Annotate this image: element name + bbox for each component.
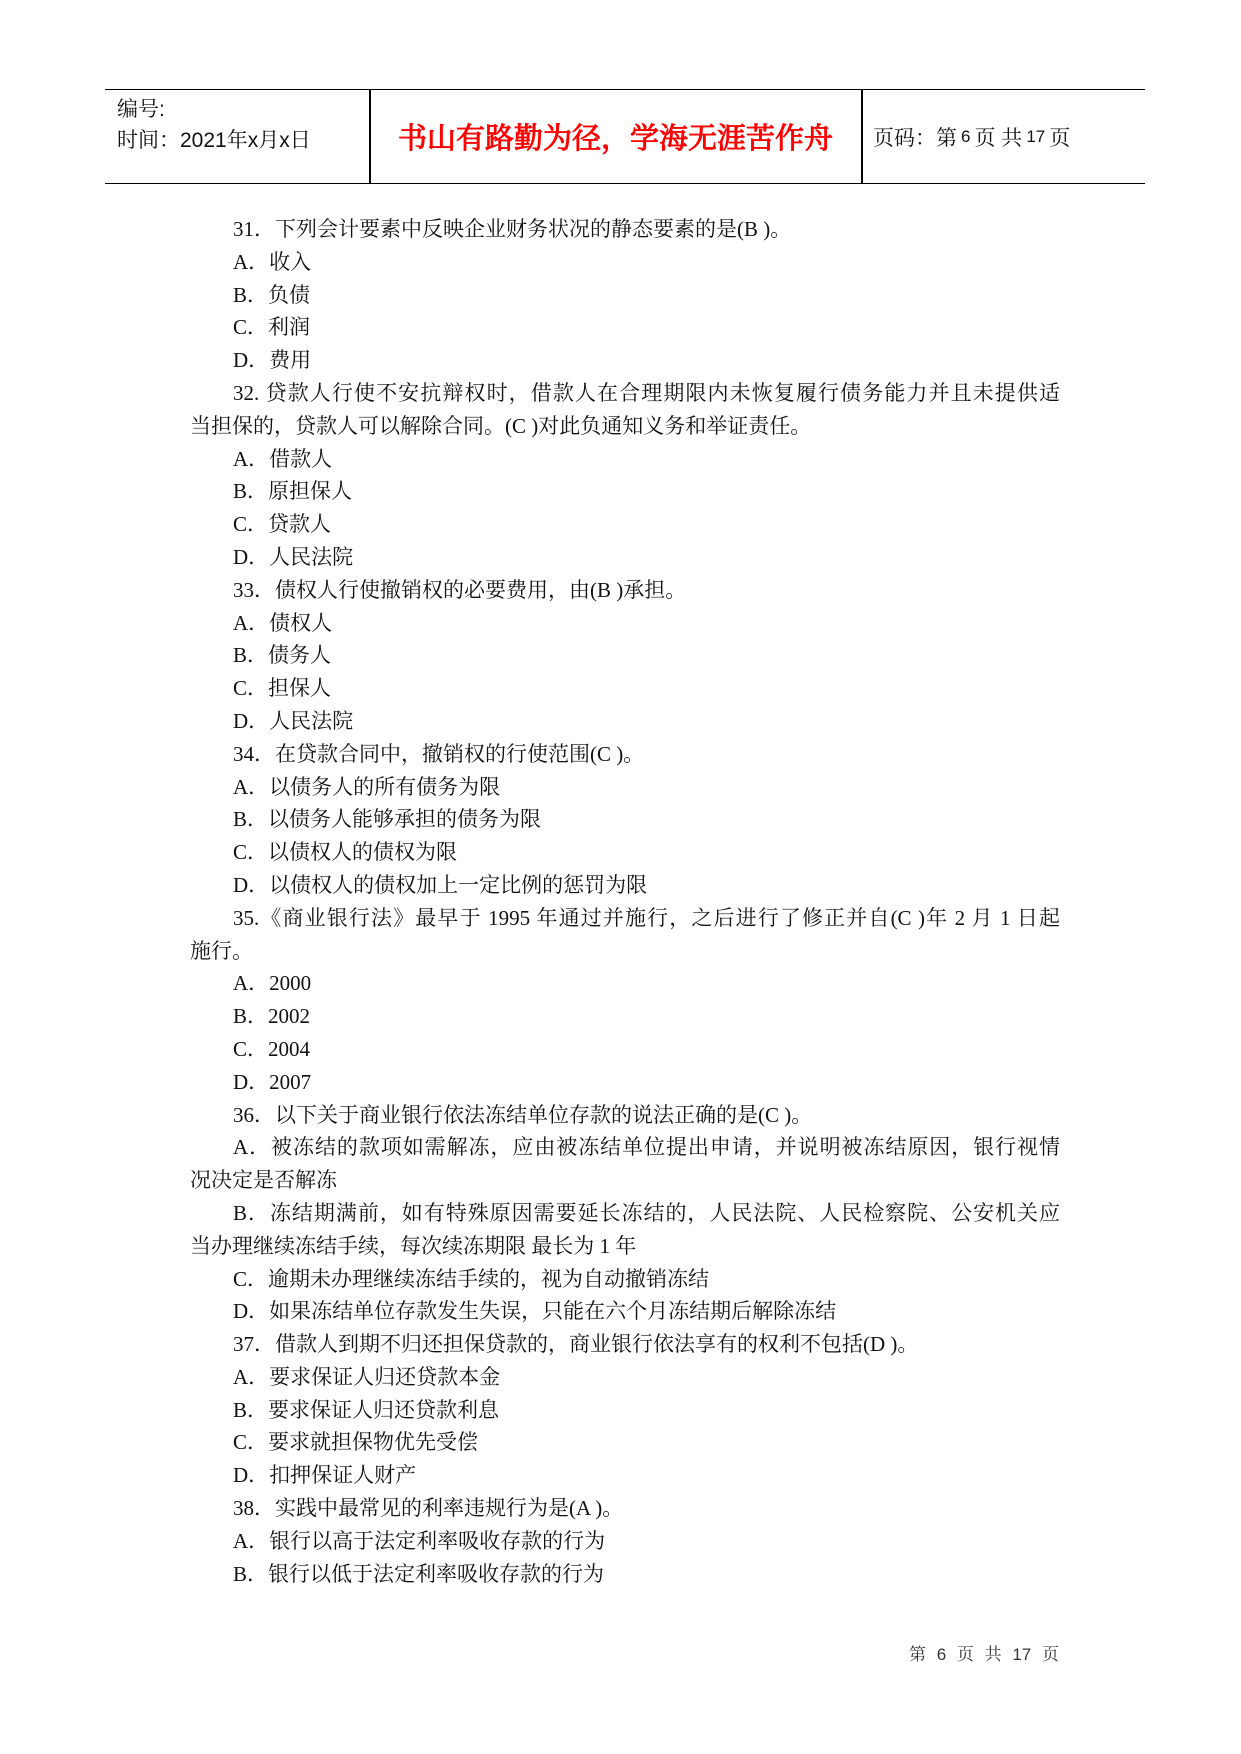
text-line: A．收入 [233, 249, 312, 274]
header-info [117, 94, 311, 156]
text-line: 32. 贷款人行使不安抗辩权时，借款人在合理期限内未恢复履行债务能力并且未提供适 [233, 380, 1060, 405]
header-motto: 书山有路勤为径，学海无涯苦作舟 [397, 123, 833, 155]
page-prefix: 页码：第 [873, 126, 957, 150]
text-line: D．人民法院 [233, 544, 354, 569]
text-line: D．人民法院 [233, 708, 354, 733]
text-line: B．冻结期满前，如有特殊原因需要延长冻结的，人民法院、人民检察院、公安机关应 [233, 1200, 1060, 1225]
text-line: 37．借款人到期不归还担保贷款的，商业银行依法享有的权利不包括(D )。 [233, 1332, 919, 1357]
number-label: 编号: [117, 98, 165, 121]
header-page-number [873, 90, 1070, 183]
text-line: A．债权人 [233, 610, 333, 635]
text-line: A．2000 [233, 971, 312, 996]
text-line: C．逾期未办理继续冻结手续的，视为自动撤销冻结 [233, 1266, 710, 1291]
text-line: 当办理继续冻结手续，每次续冻期限 最长为 1 年 [190, 1233, 637, 1258]
text-line: 施行。 [190, 938, 253, 963]
text-line: 34．在贷款合同中，撤销权的行使范围(C )。 [233, 741, 645, 766]
text-line: D．2007 [233, 1069, 312, 1094]
text-line: 35.《商业银行法》最早于 1995 年通过并施行，之后进行了修正并自(C )年 2 月 1 日起 [233, 905, 1060, 930]
page-header [105, 89, 1145, 184]
text-line: B．负债 [233, 282, 311, 307]
document-body [190, 213, 1060, 1590]
text-line: D．扣押保证人财产 [233, 1463, 417, 1488]
text-line: 38．实践中最常见的利率违规行为是(A )。 [233, 1496, 624, 1521]
text-line: 33．债权人行使撤销权的必要费用，由(B )承担。 [233, 577, 687, 602]
text-line: A．借款人 [233, 446, 333, 471]
text-line: 31．下列会计要素中反映企业财务状况的静态要素的是(B )。 [233, 217, 792, 241]
text-line: B．以债务人能够承担的债务为限 [233, 807, 542, 832]
page-current: 6 [961, 126, 971, 146]
text-line: C．利润 [233, 315, 311, 340]
text-line: 36．以下关于商业银行依法冻结单位存款的说法正确的是(C )。 [233, 1102, 813, 1127]
text-line: C．要求就担保物优先受偿 [233, 1430, 479, 1455]
page-footer: 第 6 页 共 17 页 [909, 1645, 1059, 1664]
page-total: 17 [1026, 126, 1046, 146]
text-line: A．银行以高于法定利率吸收存款的行为 [233, 1528, 606, 1553]
text-line: C．以债权人的债权为限 [233, 840, 458, 865]
text-line: B．要求保证人归还贷款利息 [233, 1397, 500, 1422]
text-line: A．被冻结的款项如需解冻，应由被冻结单位提出申请，并说明被冻结原因，银行视情 [233, 1135, 1060, 1160]
text-line: A．以债务人的所有债务为限 [233, 774, 501, 799]
text-line: D．费用 [233, 348, 312, 373]
page-mid: 页 共 [974, 126, 1023, 150]
text-line: D．以债权人的债权加上一定比例的惩罚为限 [233, 872, 648, 897]
time-label: 时间：2021年x月x日 [117, 129, 311, 152]
text-line: B．原担保人 [233, 479, 353, 504]
text-line: C．担保人 [233, 676, 332, 701]
text-line: C．2004 [233, 1036, 311, 1061]
text-line: 当担保的，贷款人可以解除合同。(C )对此负通知义务和举证责任。 [190, 413, 812, 438]
text-line: 况决定是否解冻 [190, 1168, 337, 1193]
text-line: D．如果冻结单位存款发生失误，只能在六个月冻结期后解除冻结 [233, 1299, 837, 1324]
text-line: B．2002 [233, 1004, 311, 1029]
page-suffix: 页 [1049, 126, 1071, 150]
text-line: A．要求保证人归还贷款本金 [233, 1364, 501, 1389]
text-line: B．银行以低于法定利率吸收存款的行为 [233, 1561, 605, 1586]
text-line: B．债务人 [233, 643, 332, 668]
header-divider [861, 90, 863, 183]
text-line: C．贷款人 [233, 512, 332, 537]
